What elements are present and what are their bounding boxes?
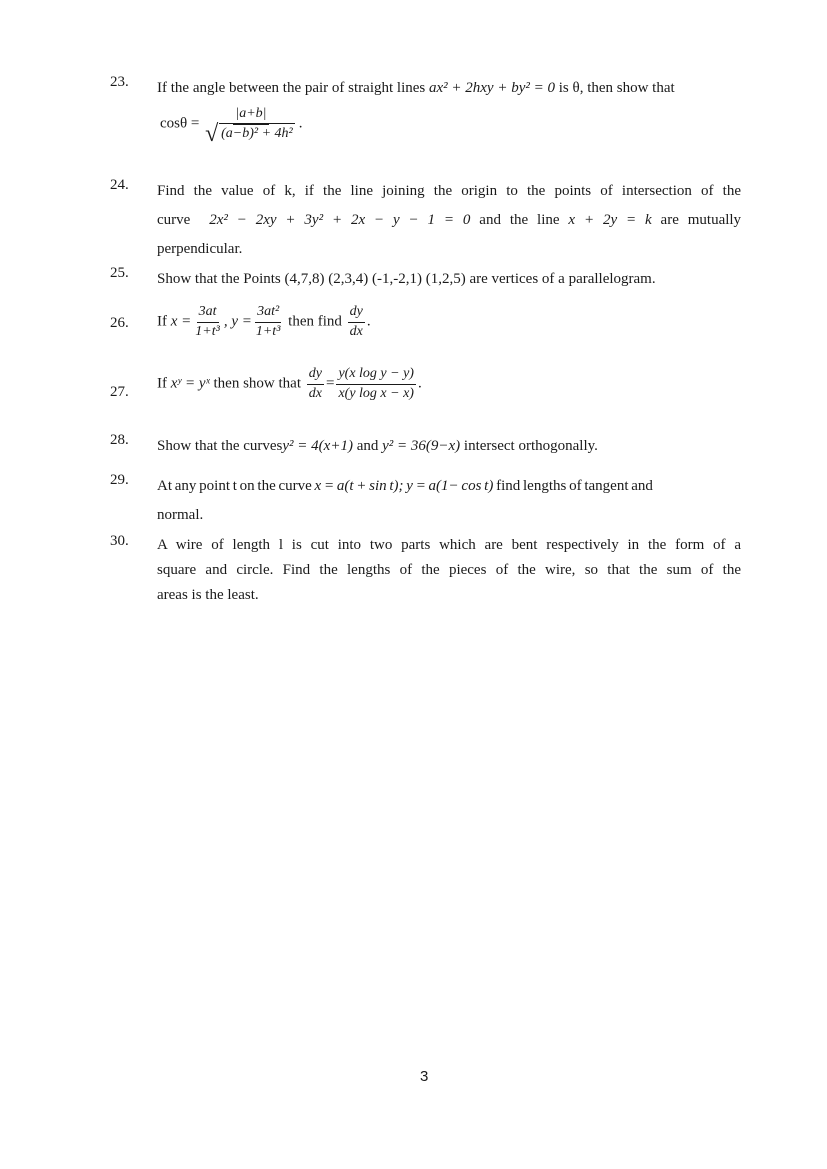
question-number: 24.: [110, 177, 129, 193]
fraction-y: $\frac{\text{3at²}}{\text{1+t³}}$: [255, 304, 281, 339]
question-text: If the angle between the pair of straight lines ax² + 2hxy + by² = 0 is θ, then show that: [157, 80, 675, 96]
rhs-fraction: $\frac{\text{y(x log y − y)}}{\text{x(y log x − x)}}$: [338, 366, 414, 401]
fraction: [205, 106, 297, 143]
question-number: 28.: [110, 432, 129, 448]
question-number: 30.: [110, 533, 129, 549]
curve-1: y² = 4(x+1): [282, 438, 353, 454]
question-text: Show that the curvesy² = 4(x+1) and y² = 36(9−x) intersect orthogonally.: [157, 438, 598, 454]
question-text: A wire of length l is cut into two parts which are bent respectively in the form of a square and circle. Find the lengths of the pieces of the wire, so that the sum of the areas is the least.: [157, 537, 741, 603]
numerator: |a+b|: [233, 106, 268, 125]
question-number: 25.: [110, 265, 129, 281]
fraction-x: $\frac{3at}{\text{1+t³}}$: [195, 304, 220, 339]
question-text: Find the value of k, if the line joining the origin to the points of intersection of the curve 2x² − 2xy + 3y² + 2x − y − 1 = 0 and the line x + 2y = k are mutually perpendicular.: [157, 183, 742, 257]
question-text: If x = $\frac{3at}{\text{1+t³}}$ , y = $\frac{\text{3at²}}{\text{1+t³}}$ then find $\frac{dy}{dx}$ .: [157, 304, 371, 339]
question-number: 29.: [110, 472, 129, 488]
question-text: If xʸ = yˣ then show that $\frac{dy}{dx}$ = $\frac{\text{y(x log y − y)}}{\text{x(y log x − x)}}$ .: [157, 366, 422, 401]
question-number: 23.: [110, 74, 129, 90]
lhs-derivative: $\frac{dy}{dx}$: [308, 366, 322, 401]
question-text: Show that the Points (4,7,8) (2,3,4) (-1,-2,1) (1,2,5) are vertices of a parallelogram.: [157, 271, 656, 287]
denominator: (a−b)² + 4h²: [219, 123, 295, 141]
question-number: 27.: [110, 384, 129, 400]
question-number: 26.: [110, 315, 129, 331]
equation-y: y = a(1− cos t): [406, 478, 494, 494]
equation: ax² + 2hxy + by² = 0: [429, 80, 555, 96]
question-text: At any point t on the curve x = a(t + sin t); y = a(1− cos t) find lengths of tangent and normal.: [157, 478, 653, 523]
equation-x: x = a(t + sin t);: [314, 478, 404, 494]
curve-2: y² = 36(9−x): [382, 438, 461, 454]
square-root: [207, 126, 295, 143]
line-equation: x + 2y = k: [568, 212, 652, 228]
derivative: $\frac{dy}{dx}$: [349, 304, 363, 339]
curve-equation: 2x² − 2xy + 3y² + 2x − y − 1 = 0: [209, 212, 471, 228]
condition: xʸ = yˣ: [170, 375, 210, 392]
page-number: 3: [420, 1068, 429, 1085]
formula-lhs: cosθ =: [160, 115, 200, 132]
